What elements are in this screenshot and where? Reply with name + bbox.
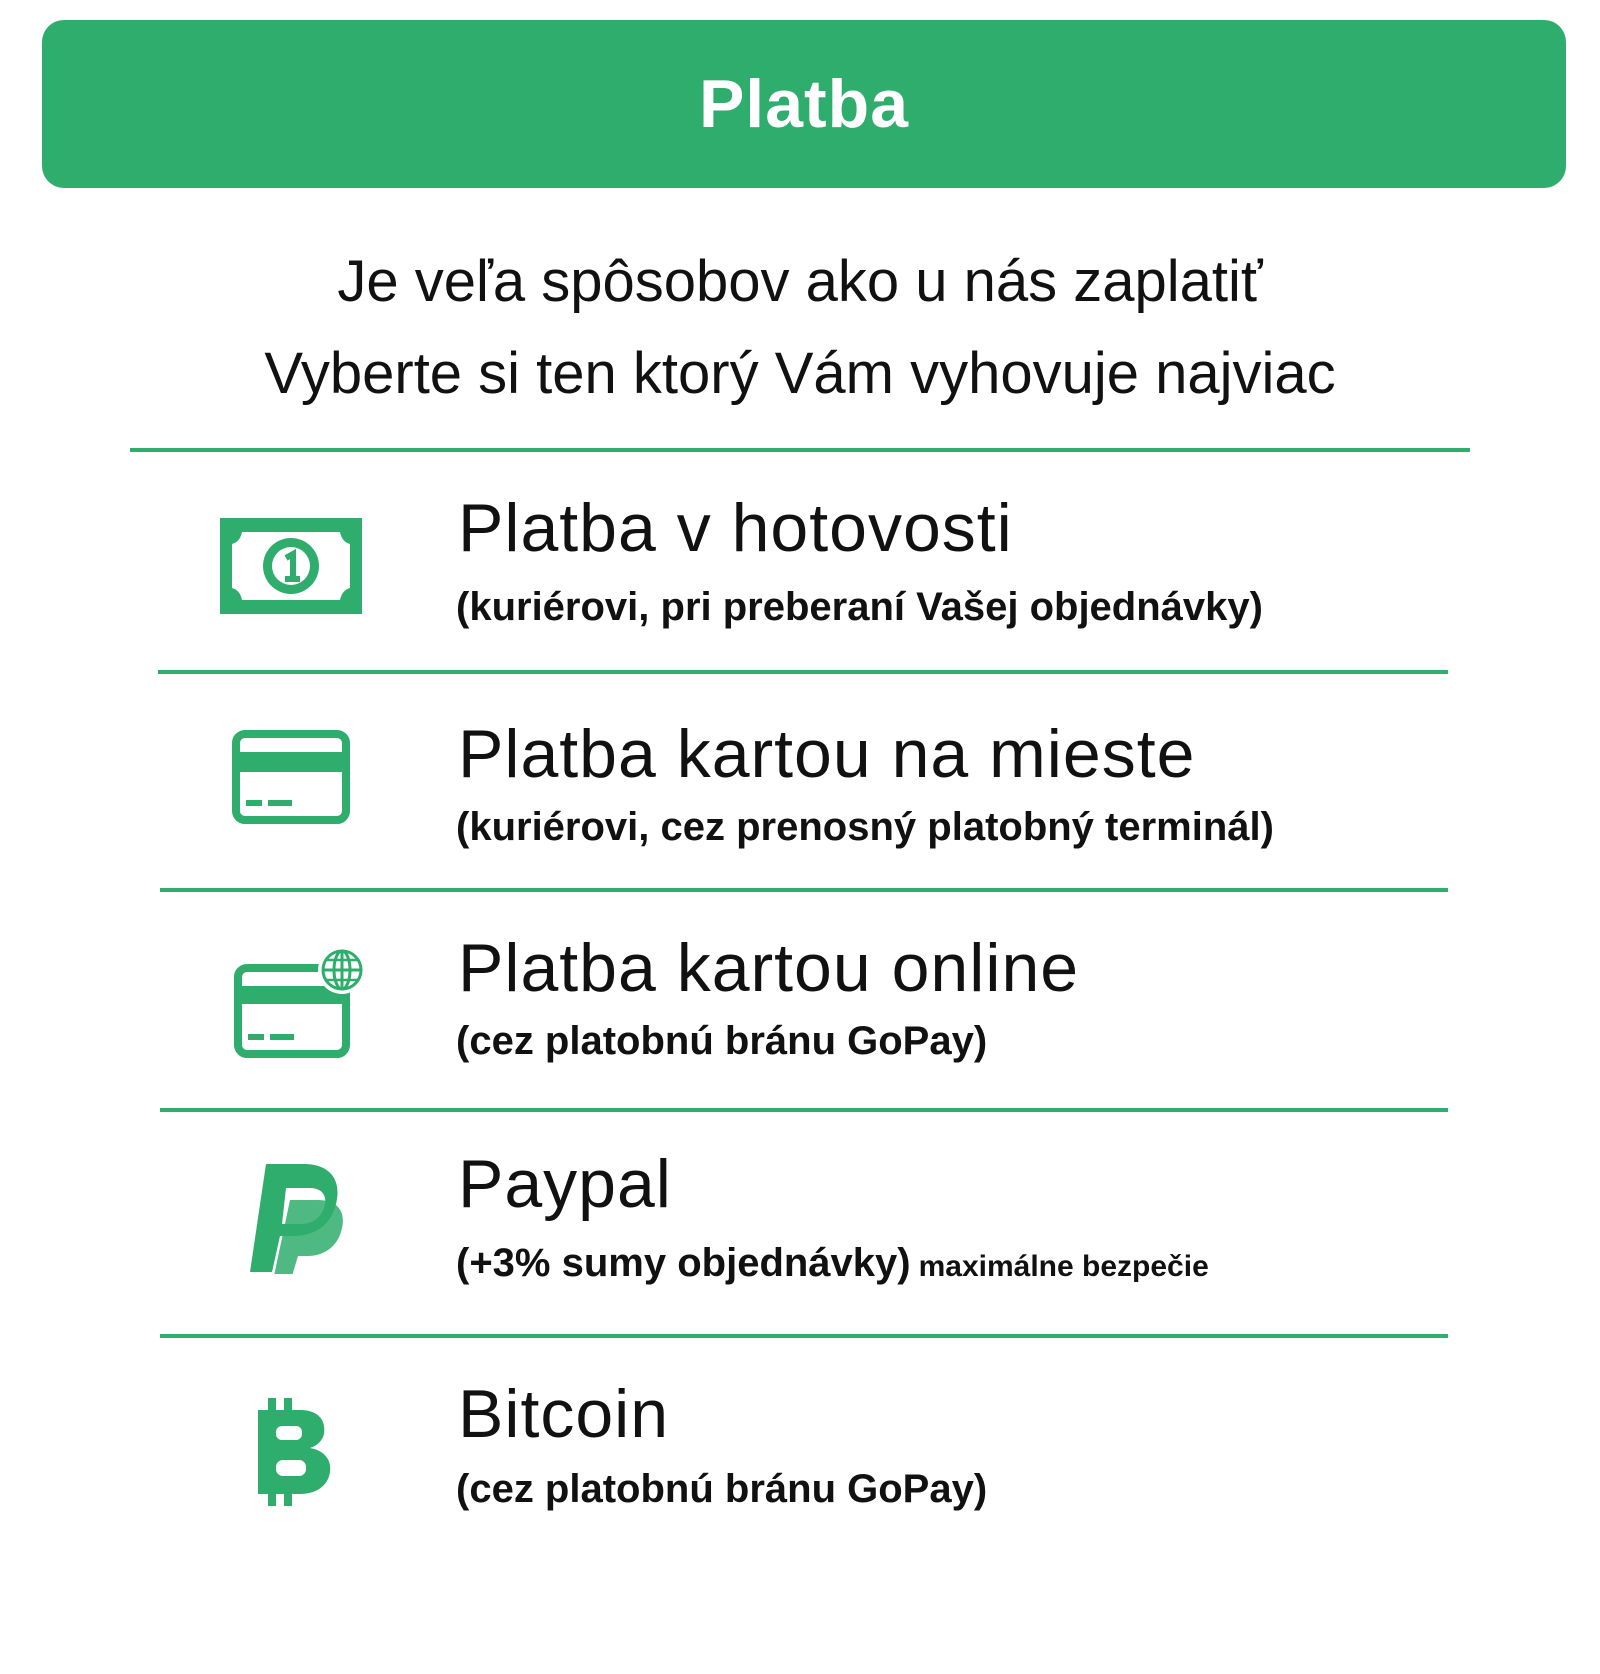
credit-card-globe-icon <box>234 946 366 1058</box>
method-title: Paypal <box>458 1146 672 1222</box>
method-title: Platba v hotovosti <box>458 490 1013 566</box>
method-title: Platba kartou online <box>458 930 1080 1006</box>
intro-text <box>0 236 1600 420</box>
bitcoin-icon <box>258 1398 338 1506</box>
method-title: Bitcoin <box>458 1376 670 1452</box>
payment-method-card-on-site[interactable] <box>0 674 1600 854</box>
payment-method-bitcoin[interactable] <box>0 1338 1600 1518</box>
payment-method-card-online[interactable] <box>0 892 1600 1072</box>
method-subtitle: (cez platobnú bránu GoPay) <box>456 1467 988 1511</box>
banknote-icon <box>220 518 362 614</box>
method-subtitle-text: (+3% sumy objednávky) <box>456 1241 911 1285</box>
paypal-icon <box>250 1164 346 1274</box>
page-title: Platba <box>698 66 910 142</box>
credit-card-icon <box>232 730 350 824</box>
method-title: Platba kartou na mieste <box>458 716 1196 792</box>
method-subtitle: (cez platobnú bránu GoPay) <box>456 1019 988 1063</box>
method-subtitle <box>456 1238 1209 1292</box>
header-banner <box>42 20 1566 188</box>
method-subtitle: (kuriérovi, cez prenosný platobný terminál) <box>456 805 1274 849</box>
method-note: maximálne bezpečie <box>918 1250 1209 1283</box>
payment-method-cash[interactable] <box>0 452 1600 632</box>
intro-line-2: Vyberte si ten ktorý Vám vyhovuje najviac <box>264 341 1336 406</box>
payment-method-paypal[interactable] <box>0 1112 1600 1292</box>
method-subtitle: (kuriérovi, pri preberaní Vašej objednávky) <box>456 585 1263 629</box>
intro-line-1: Je veľa spôsobov ako u nás zaplatiť <box>337 249 1263 314</box>
